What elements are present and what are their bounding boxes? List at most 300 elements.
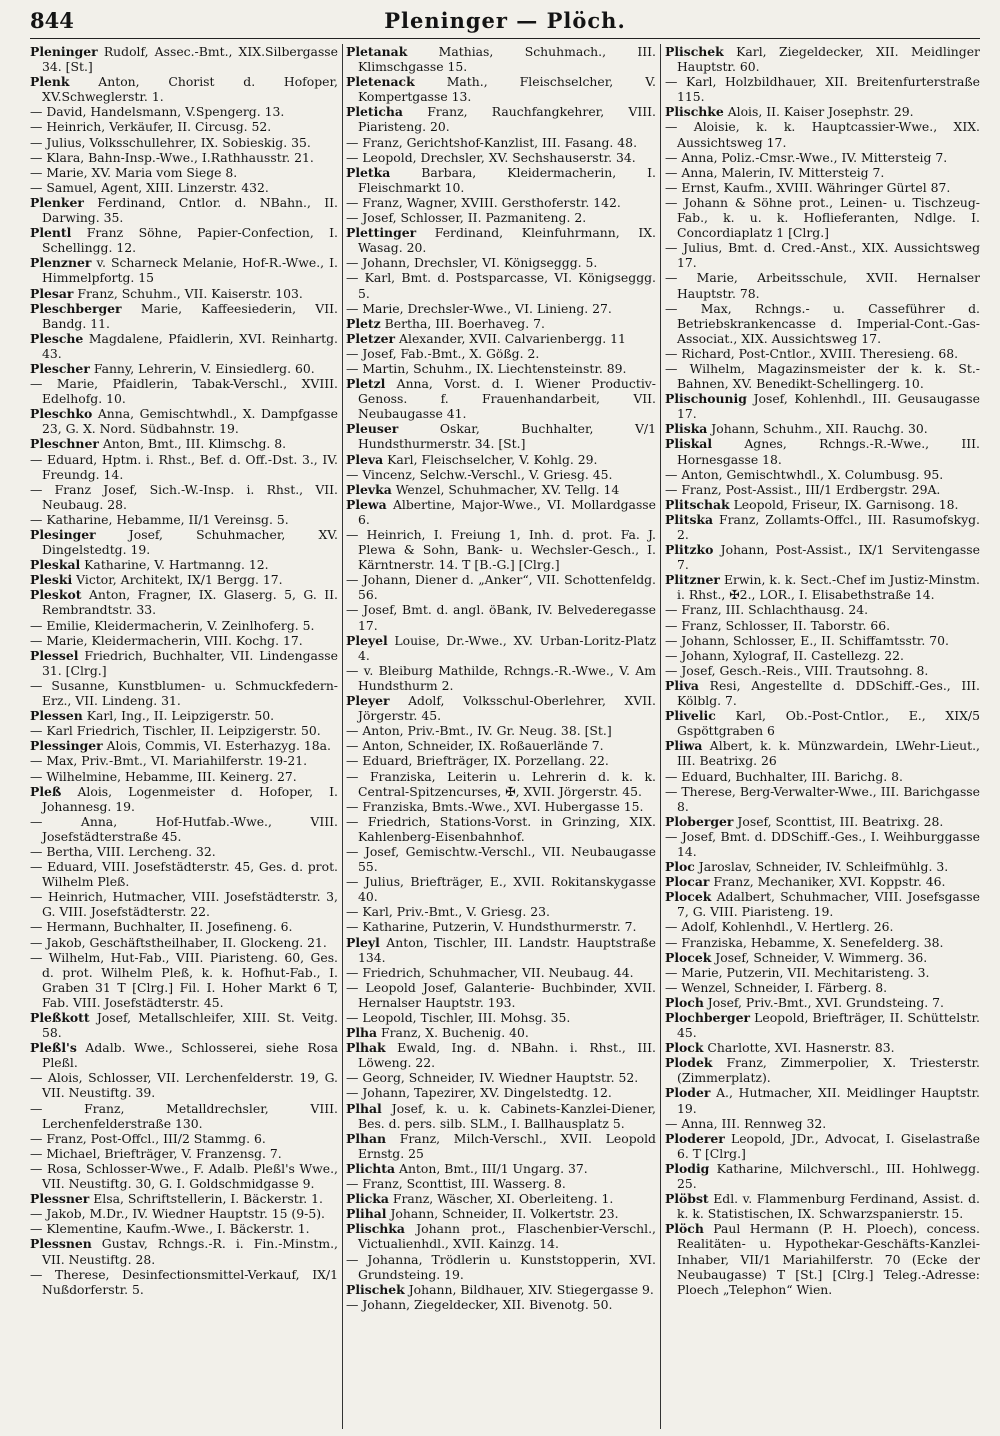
directory-entry <box>665 346 980 361</box>
directory-entry <box>665 648 980 663</box>
directory-entry <box>30 1267 338 1297</box>
directory-entry <box>30 119 338 134</box>
entry-details: — Karl, Holzbildhauer, XII. Breitenfurterstraße 115. <box>665 74 980 105</box>
directory-entry <box>30 1010 338 1040</box>
entry-details: Anton, Bmt., III/1 Ungarg. 37. <box>399 1160 588 1176</box>
entry-details: — Marie, Putzerin, VII. Mechitaristeng. 3. <box>665 964 930 980</box>
entry-surname: Pletzl <box>346 376 386 392</box>
directory-entry <box>30 482 338 512</box>
entry-details: Barbara, Kleidermacherin, I. Fleischmarkt 10. <box>358 164 656 195</box>
entry-details: — Franz, Gerichtshof-Kanzlist, III. Fasang. 48. <box>346 134 638 150</box>
directory-entry <box>30 633 338 648</box>
entry-details: Johann prot., Flaschenbier-Verschl., Victualienhdl., XVII. Kainzg. 14. <box>358 1221 656 1252</box>
directory-entry <box>30 950 338 1010</box>
directory-entry <box>30 1221 338 1236</box>
directory-entry <box>346 482 656 497</box>
directory-entry <box>30 935 338 950</box>
entry-details: — Ernst, Kaufm., XVIII. Währinger Gürtel 87. <box>665 179 951 195</box>
entry-details: — Johann & Söhne prot., Leinen- u. Tischzeug-Fab., k. u. k. Hoflieferanten, Ndlge. I. Concordiaplatz 1 [Clrg.] <box>665 194 980 241</box>
entry-details: Katharine, V. Hartmanng. 12. <box>84 557 269 573</box>
entry-details: Marie, Kaffeesiederin, VII. Bandg. 11. <box>42 300 338 331</box>
directory-entry <box>30 557 338 572</box>
directory-entry <box>30 165 338 180</box>
directory-entry <box>665 104 980 119</box>
entry-details: — Anna, III. Rennweg 32. <box>665 1115 827 1131</box>
directory-entry <box>346 421 656 451</box>
directory-entry <box>346 104 656 134</box>
entry-surname: Plhal <box>346 1100 382 1116</box>
directory-entry <box>30 286 338 301</box>
directory-entry <box>30 406 338 436</box>
entry-details: Edl. v. Flammenburg Ferdinand, Assist. d. k. k. Statistischen, IX. Schwarzspanierstr. 15. <box>677 1191 980 1222</box>
entry-details: Agnes, Rchngs.-R.-Wwe., III. Hornesgasse 18. <box>677 436 980 467</box>
entry-surname: Pliska <box>665 421 708 437</box>
directory-entry <box>346 738 656 753</box>
directory-entry <box>665 889 980 919</box>
directory-entry <box>30 769 338 784</box>
directory-entry <box>665 512 980 542</box>
entry-details: — Franz, Post-Offcl., III/2 Stammg. 6. <box>30 1130 266 1146</box>
entry-details: — Julius, Bmt. d. Cred.-Anst., XIX. Aussichtsweg 17. <box>665 240 980 271</box>
directory-entry <box>665 436 980 466</box>
entry-surname: Plhan <box>346 1130 387 1146</box>
entry-surname: Pliva <box>665 677 699 693</box>
entry-details: Josef, Sconttist, III. Beatrixg. 28. <box>737 813 944 829</box>
entry-surname: Plihal <box>346 1206 387 1222</box>
entry-details: — Karl, Priv.-Bmt., V. Griesg. 23. <box>346 904 550 920</box>
page-header <box>30 6 980 39</box>
entry-details: — Therese, Berg-Verwalter-Wwe., III. Barichgasse 8. <box>665 783 980 814</box>
entry-details: — Eduard, Briefträger, IX. Porzellang. 22. <box>346 753 609 769</box>
directory-entry <box>346 980 656 1010</box>
entry-surname: Plischka <box>346 1221 405 1237</box>
directory-entry <box>30 1101 338 1131</box>
entry-details: — Leopold, Tischler, III. Mohsg. 35. <box>346 1010 571 1025</box>
directory-entry <box>30 618 338 633</box>
entry-details: — Katharine, Putzerin, V. Hundsthurmerstr. 7. <box>346 919 637 935</box>
entry-details: Leopold, JDr., Advocat, I. Giselastraße 6. T [Clrg.] <box>677 1130 980 1161</box>
entry-surname: Pleskal <box>30 557 81 573</box>
directory-entry <box>346 799 656 814</box>
directory-entry <box>665 1010 980 1040</box>
directory-entry <box>665 1191 980 1221</box>
entry-details: — v. Bleiburg Mathilde, Rchngs.-R.-Wwe., V. Am Hundsthurm 2. <box>346 662 656 693</box>
entry-details: — Marie, XV. Maria vom Siege 8. <box>30 164 238 180</box>
directory-entry <box>30 1191 338 1206</box>
directory-entry <box>346 572 656 602</box>
entry-surname: Pleskot <box>30 587 82 603</box>
directory-entry <box>665 1221 980 1296</box>
directory-entry <box>30 301 338 331</box>
directory-entry <box>665 119 980 149</box>
entry-details: Wenzel, Schuhmacher, XV. Tellg. 14 <box>395 481 620 497</box>
entry-details: Alexander, XVII. Calvarienbergg. 11 <box>399 330 626 346</box>
entry-details: Leopold, Friseur, IX. Garnisong. 18. <box>733 496 959 512</box>
directory-entry <box>30 1206 338 1221</box>
entry-details: Josef, Priv.-Bmt., XVI. Grundsteing. 7. <box>707 994 944 1010</box>
directory-entry <box>30 74 338 104</box>
entry-details: Victor, Architekt, IX/1 Bergg. 17. <box>76 572 283 588</box>
directory-entry <box>346 1040 656 1070</box>
directory-entry <box>665 467 980 482</box>
directory-entry <box>30 150 338 165</box>
directory-entry <box>346 1282 656 1297</box>
entry-surname: Plessner <box>30 1191 90 1207</box>
directory-entry <box>30 225 338 255</box>
entry-details: — Franz, Wagner, XVIII. Gersthoferstr. 142. <box>346 194 621 210</box>
entry-surname: Plesar <box>30 285 74 301</box>
entry-details: — Johann, Drechsler, VI. Königseggg. 5. <box>346 255 598 271</box>
entry-details: — Franz, III. Schlachthausg. 24. <box>665 602 869 618</box>
directory-entry <box>665 165 980 180</box>
directory-entry <box>665 74 980 104</box>
entry-details: Leopold, Briefträger, II. Schüttelstr. 45. <box>677 1010 980 1041</box>
entry-surname: Pleski <box>30 572 73 588</box>
directory-entry <box>665 678 980 708</box>
entry-details: — Josef, Bmt. d. angl. öBank, IV. Belvederegasse 17. <box>346 602 656 633</box>
entry-details: Elsa, Schriftstellerin, I. Bäckerstr. 1. <box>93 1191 323 1207</box>
entry-details: — Josef, Gemischtw.-Verschl., VII. Neubaugasse 55. <box>346 843 656 875</box>
entry-details: — David, Handelsmann, V.Spengerg. 13. <box>30 104 285 120</box>
directory-entry <box>346 270 656 300</box>
entry-surname: Plitska <box>665 511 714 527</box>
entry-surname: Ploch <box>665 994 704 1010</box>
entry-surname: Plochberger <box>665 1010 750 1025</box>
directory-entry <box>346 1297 656 1312</box>
directory-entry <box>665 361 980 391</box>
directory-entry <box>346 1025 656 1040</box>
directory-entry <box>346 361 656 376</box>
directory-entry <box>30 723 338 738</box>
directory-entry <box>30 814 338 844</box>
entry-surname: Pleyer <box>346 693 390 709</box>
entry-surname: Plischek <box>346 1281 405 1297</box>
entry-details: Josef, Kohlenhdl., III. Geusaugasse 17. <box>677 391 980 422</box>
entry-surname: Plenk <box>30 74 70 90</box>
entry-details: — Josef, Bmt. d. DDSchiff.-Ges., I. Weihburggasse 14. <box>665 828 980 859</box>
entry-details: — Max, Priv.-Bmt., VI. Mariahilferstr. 19-21. <box>30 753 308 769</box>
entry-details: — Max, Rchngs.- u. Casseführer d. Betriebskrankencasse d. Imperial-Cont.-Gas-Associat., XIX. Aussichtsweg 17. <box>665 300 980 346</box>
entry-surname: Plessnen <box>30 1236 92 1252</box>
entry-details: Franz, Zollamts-Offcl., III. Rasumofskyg. 2. <box>677 511 980 542</box>
directory-entry <box>665 738 980 768</box>
directory-entry <box>346 346 656 361</box>
directory-entry <box>665 542 980 572</box>
entry-details: Alois, Logenmeister d. Hofoper, I. Johannesg. 19. <box>42 783 338 814</box>
entry-details: — Franz, Metalldrechsler, VIII. Lerchenfelderstraße 130. <box>30 1100 338 1131</box>
directory-entry <box>346 452 656 467</box>
entry-surname: Plescher <box>30 360 90 376</box>
entry-details: — Bertha, VIII. Lercheng. 32. <box>30 843 216 859</box>
directory-entry <box>665 391 980 421</box>
entry-details: Resi, Angestellte d. DDSchiff.-Ges., III. Kölblg. 7. <box>677 677 980 709</box>
entry-details: — Johann, Diener d. „Anker“, VII. Schottenfeldg. 56. <box>346 572 656 603</box>
entry-surname: Pleticha <box>346 104 403 120</box>
directory-entry <box>665 240 980 270</box>
entry-details: Gustav, Rchngs.-R. i. Fin.-Minstm., VII. Neustiftg. 28. <box>42 1236 338 1267</box>
entry-surname: Plichta <box>346 1160 396 1176</box>
entry-surname: Pleßl's <box>30 1040 77 1056</box>
entry-surname: Plha <box>346 1025 378 1041</box>
directory-entry <box>30 738 338 753</box>
entry-surname: Ploberger <box>665 813 734 829</box>
entry-details: — Julius, Briefträger, E., XVII. Rokitanskygasse 40. <box>346 874 656 905</box>
entry-details: Charlotte, XVI. Hasnerstr. 83. <box>707 1040 895 1056</box>
directory-entry <box>30 331 338 361</box>
running-head: Pleninger — Plöch. <box>384 8 626 33</box>
entry-surname: Plenker <box>30 194 84 210</box>
entry-details: — Heinrich, Verkäufer, II. Circusg. 52. <box>30 119 272 135</box>
entry-details: Anton, Bmt., III. Klimschg. 8. <box>102 436 287 452</box>
entry-surname: Pleschko <box>30 406 93 422</box>
directory-entry <box>665 1131 980 1161</box>
entry-details: — Katharine, Hebamme, II/1 Vereinsg. 5. <box>30 511 289 527</box>
entry-details: Franz, Wäscher, XI. Oberleiteng. 1. <box>392 1191 614 1207</box>
entry-surname: Plettinger <box>346 225 417 241</box>
directory-entry <box>665 769 980 784</box>
entry-details: Anton, Tischler, III. Landstr. Hauptstraße 134. <box>358 934 656 965</box>
entry-surname: Plocek <box>665 889 712 905</box>
entry-details: — Samuel, Agent, XIII. Linzerstr. 432. <box>30 179 269 195</box>
directory-entry <box>346 769 656 799</box>
entry-details: Math., Fleischselcher, V. Kompertgasse 13. <box>358 74 656 105</box>
entry-details: Josef, Metallschleifer, XIII. St. Veitg. 58. <box>42 1010 338 1041</box>
entry-details: — Franz Josef, Sich.-W.-Insp. i. Rhst., VII. Neubaug. 28. <box>30 481 338 512</box>
directory-entry <box>30 572 338 587</box>
entry-surname: Pliwa <box>665 738 703 754</box>
entry-details: — Jakob, M.Dr., IV. Wiedner Hauptstr. 15 (9-5). <box>30 1206 325 1222</box>
entry-surname: Pleyl <box>346 934 380 950</box>
directory-entry <box>665 421 980 436</box>
directory-entry <box>665 195 980 240</box>
directory-entry <box>346 135 656 150</box>
entry-details: — Adolf, Kohlenhdl., V. Hertlerg. 26. <box>665 919 894 935</box>
entry-surname: Pletenack <box>346 74 415 90</box>
directory-entry <box>665 1116 980 1131</box>
entry-details: — Anna, Poliz.-Cmsr.-Wwe., IV. Mittersteig 7. <box>665 149 948 165</box>
directory-entry <box>30 135 338 150</box>
entry-details: — Anton, Gemischtwhdl., X. Columbusg. 95. <box>665 466 944 482</box>
directory-entry <box>346 633 656 663</box>
entry-details: — Therese, Desinfectionsmittel-Verkauf, IX/1 Nußdorferstr. 5. <box>30 1266 338 1297</box>
entry-surname: Ploder <box>665 1085 711 1101</box>
directory-entry <box>30 1040 338 1070</box>
directory-entry <box>30 844 338 859</box>
entry-details: — Johann, Schlosser, E., II. Schiffamtsstr. 70. <box>665 632 949 648</box>
entry-surname: Pliskal <box>665 436 713 452</box>
directory-entry <box>346 1252 656 1282</box>
entry-details: Josef, Schuhmacher, XV. Dingelstedtg. 19. <box>42 527 338 558</box>
entry-details: — Anton, Priv.-Bmt., IV. Gr. Neug. 38. [St.] <box>346 723 612 739</box>
directory-entry <box>665 482 980 497</box>
directory-entry <box>665 497 980 512</box>
entry-details: Adalb. Wwe., Schlosserei, siehe Rosa Pleßl. <box>42 1040 338 1071</box>
entry-details: — Vincenz, Selchw.-Verschl., V. Griesg. 45. <box>346 466 613 482</box>
directory-entry <box>665 784 980 814</box>
entry-details: — Klementine, Kaufm.-Wwe., I. Bäckerstr. 1. <box>30 1221 310 1237</box>
directory-entry <box>346 874 656 904</box>
entry-details: — Julius, Volksschullehrer, IX. Sobieskig. 35. <box>30 134 311 150</box>
entry-details: — Eduard, Buchhalter, III. Barichg. 8. <box>665 768 903 784</box>
entry-surname: Plewa <box>346 496 387 512</box>
entry-surname: Pletz <box>346 315 381 331</box>
entry-details: — Richard, Post-Cntlor., XVIII. Theresieng. 68. <box>665 345 959 361</box>
directory-entry <box>30 452 338 482</box>
entry-details: — Marie, Pfaidlerin, Tabak-Verschl., XVIII. Edelhofg. 10. <box>30 376 338 407</box>
directory-entry <box>30 859 338 889</box>
directory-entry <box>665 180 980 195</box>
entry-details: — Emilie, Kleidermacherin, V. Zeinlhoferg. 5. <box>30 617 315 633</box>
directory-entry <box>346 210 656 225</box>
directory-entry <box>346 814 656 844</box>
entry-details: — Franziska, Bmts.-Wwe., XVI. Hubergasse 15. <box>346 798 644 814</box>
directory-entry <box>665 270 980 300</box>
directory-entry <box>346 753 656 768</box>
directory-entry <box>346 1221 656 1251</box>
entry-details: — Klara, Bahn-Insp.-Wwe., I.Rathhausstr. 21. <box>30 149 314 165</box>
entry-surname: Plhak <box>346 1040 386 1056</box>
directory-entry <box>665 150 980 165</box>
directory-entry <box>346 467 656 482</box>
entry-details: — Hermann, Buchhalter, II. Josefineng. 6. <box>30 919 293 935</box>
entry-details: — Eduard, VIII. Josefstädterstr. 45, Ges. d. prot. Wilhelm Pleß. <box>30 859 338 890</box>
entry-details: — Franz, Post-Assist., III/1 Erdbergstr. 29A. <box>665 481 941 497</box>
entry-surname: Plesche <box>30 330 84 346</box>
directory-entry <box>346 1085 656 1100</box>
entry-details: — Friedrich, Stations-Vorst. in Grinzing, XIX. Kahlenberg-Eisenbahnhof. <box>346 813 656 844</box>
entry-details: Mathias, Schuhmach., III. Klimschgasse 15. <box>358 44 656 75</box>
entry-surname: Plentl <box>30 225 72 241</box>
entry-details: Franz Söhne, Papier-Confection, I. Schellingg. 12. <box>42 225 338 256</box>
directory-entry <box>346 527 656 572</box>
entry-details: Ferdinand, Cntlor. d. NBahn., II. Darwing. 35. <box>42 194 338 226</box>
entry-details: Anna, Gemischtwhdl., X. Dampfgasse 23, G. X. Nord. Südbahnstr. 19. <box>42 406 338 437</box>
entry-details: — Michael, Briefträger, V. Franzensg. 7. <box>30 1145 282 1161</box>
directory-entry <box>30 1236 338 1266</box>
directory-entry <box>30 512 338 527</box>
entry-surname: Plivelic <box>665 708 716 724</box>
directory-entry <box>346 376 656 421</box>
entry-surname: Plitschak <box>665 496 730 512</box>
entry-surname: Plessen <box>30 708 83 724</box>
entry-details: — Wilhelm, Magazinsmeister der k. k. St.-Bahnen, XV. Benedikt-Schellingerg. 10. <box>665 360 980 392</box>
directory-entry <box>665 572 980 602</box>
entry-details: Johann, Post-Assist., IX/1 Servitengasse 7. <box>677 542 980 573</box>
entry-surname: Plodek <box>665 1055 713 1071</box>
directory-entry <box>665 1055 980 1085</box>
entry-details: Louise, Dr.-Wwe., XV. Urban-Loritz-Platz 4. <box>358 632 656 663</box>
entry-surname: Pleschner <box>30 436 99 452</box>
directory-entry <box>30 527 338 557</box>
directory-entry <box>346 195 656 210</box>
entry-details: — Leopold Josef, Galanterie- Buchbinder, XVII. Hernalser Hauptstr. 193. <box>346 979 656 1010</box>
entry-details: Franz, Zimmerpolier, X. Triesterstr. (Zimmerplatz). <box>677 1055 980 1086</box>
entry-details: — Josef, Fab.-Bmt., X. Gößg. 2. <box>346 345 540 361</box>
entry-surname: Plitzko <box>665 542 714 558</box>
directory-entry <box>30 1131 338 1146</box>
directory-entry <box>30 195 338 225</box>
directory-entry <box>346 1161 656 1176</box>
entry-details: — Friedrich, Schuhmacher, VII. Neubaug. 44. <box>346 964 634 980</box>
directory-entry <box>665 618 980 633</box>
directory-entry <box>346 1010 656 1025</box>
entry-surname: Plöch <box>665 1221 704 1237</box>
directory-entry <box>346 1206 656 1221</box>
entry-surname: Plocar <box>665 874 710 890</box>
directory-entry <box>665 1161 980 1191</box>
entry-details: — Marie, Drechsler-Wwe., VI. Linieng. 27. <box>346 300 612 316</box>
column-divider <box>660 44 661 1429</box>
directory-entry <box>346 965 656 980</box>
directory-entry <box>665 708 980 738</box>
entry-surname: Plock <box>665 1040 704 1056</box>
directory-entry <box>665 301 980 346</box>
entry-details: — Wilhelmine, Hebamme, III. Keinerg. 27. <box>30 768 297 784</box>
entry-details: Adolf, Volksschul-Oberlehrer, XVII. Jörgerstr. 45. <box>358 693 656 724</box>
entry-details: — Josef, Gesch.-Reis., VIII. Trautsohng. 8. <box>665 662 929 678</box>
directory-entry <box>30 104 338 119</box>
entry-details: — Wilhelm, Hut-Fab., VIII. Piaristeng. 60, Ges. d. prot. Wilhelm Pleß, k. k. Hofhut-Fab., I. Graben 31 T [Clrg.] Fil. I. Hoher Markt 6 T, Fab. VIII. Josefstädterstr. 45. <box>30 949 338 1010</box>
directory-entry <box>346 74 656 104</box>
directory-columns <box>30 44 980 1429</box>
entry-details: Karl, Fleischselcher, V. Kohlg. 29. <box>387 451 598 467</box>
directory-entry <box>30 376 338 406</box>
directory-entry <box>30 1146 338 1161</box>
entry-surname: Plessinger <box>30 738 103 754</box>
entry-details: Albertine, Major-Wwe., VI. Mollardgasse 6. <box>358 496 656 527</box>
entry-details: — Anna, Hof-Hutfab.-Wwe., VIII. Josefstädterstraße 45. <box>30 813 338 844</box>
entry-details: — Franz, Schlosser, II. Taborstr. 66. <box>665 617 891 633</box>
entry-surname: Plischke <box>665 104 724 120</box>
directory-entry <box>346 1191 656 1206</box>
directory-entry <box>346 602 656 632</box>
directory-entry <box>346 225 656 255</box>
entry-details: — Leopold, Drechsler, XV. Sechshauserstr. 34. <box>346 149 636 165</box>
entry-details: — Marie, Arbeitsschule, XVII. Hernalser Hauptstr. 78. <box>665 270 980 301</box>
entry-details: Alois, II. Kaiser Josephstr. 29. <box>727 104 914 120</box>
page-number: 844 <box>30 8 74 33</box>
entry-details: Johann, Bildhauer, XIV. Stiegergasse 9. <box>408 1281 654 1297</box>
directory-entry <box>346 316 656 331</box>
directory-entry <box>346 331 656 346</box>
directory-entry <box>30 784 338 814</box>
entry-details: — Anna, Malerin, IV. Mittersteig 7. <box>665 164 885 180</box>
entry-details: — Johann, Xylograf, II. Castellezg. 22. <box>665 647 904 663</box>
entry-surname: Pletzer <box>346 330 396 346</box>
entry-details: Franz, Rauchfangkehrer, VIII. Piaristeng. 20. <box>358 104 656 135</box>
column-2 <box>346 44 656 1429</box>
entry-details: Alois, Commis, VI. Esterhazyg. 18a. <box>106 738 331 754</box>
directory-entry <box>30 753 338 768</box>
entry-surname: Plodig <box>665 1160 710 1176</box>
entry-details: — Jakob, Geschäftstheilhaber, II. Glockeng. 21. <box>30 934 327 950</box>
entry-details: — Johann, Tapezirer, XV. Dingelstedtg. 12. <box>346 1085 612 1101</box>
directory-entry <box>665 859 980 874</box>
directory-entry <box>346 904 656 919</box>
entry-details: — Franz, Sconttist, III. Wasserg. 8. <box>346 1176 566 1192</box>
directory-entry <box>346 663 656 693</box>
entry-details: — Georg, Schneider, IV. Wiedner Hauptstr. 52. <box>346 1070 639 1086</box>
directory-entry <box>346 165 656 195</box>
entry-details: — Heinrich, Hutmacher, VIII. Josefstädterstr. 3, G. VIII. Josefstädterstr. 22. <box>30 889 338 920</box>
directory-entry <box>30 1161 338 1191</box>
entry-details: — Karl, Bmt. d. Postsparcasse, VI. Königseggg. 5. <box>346 270 656 301</box>
entry-details: v. Scharneck Melanie, Hof-R.-Wwe., I. Himmelpfortg. 15 <box>42 255 338 286</box>
directory-entry <box>346 1131 656 1161</box>
entry-details: Karl, Ing., II. Leipzigerstr. 50. <box>86 708 275 724</box>
entry-details: — Martin, Schuhm., IX. Liechtensteinstr. 89. <box>346 360 627 376</box>
column-1 <box>30 44 338 1429</box>
